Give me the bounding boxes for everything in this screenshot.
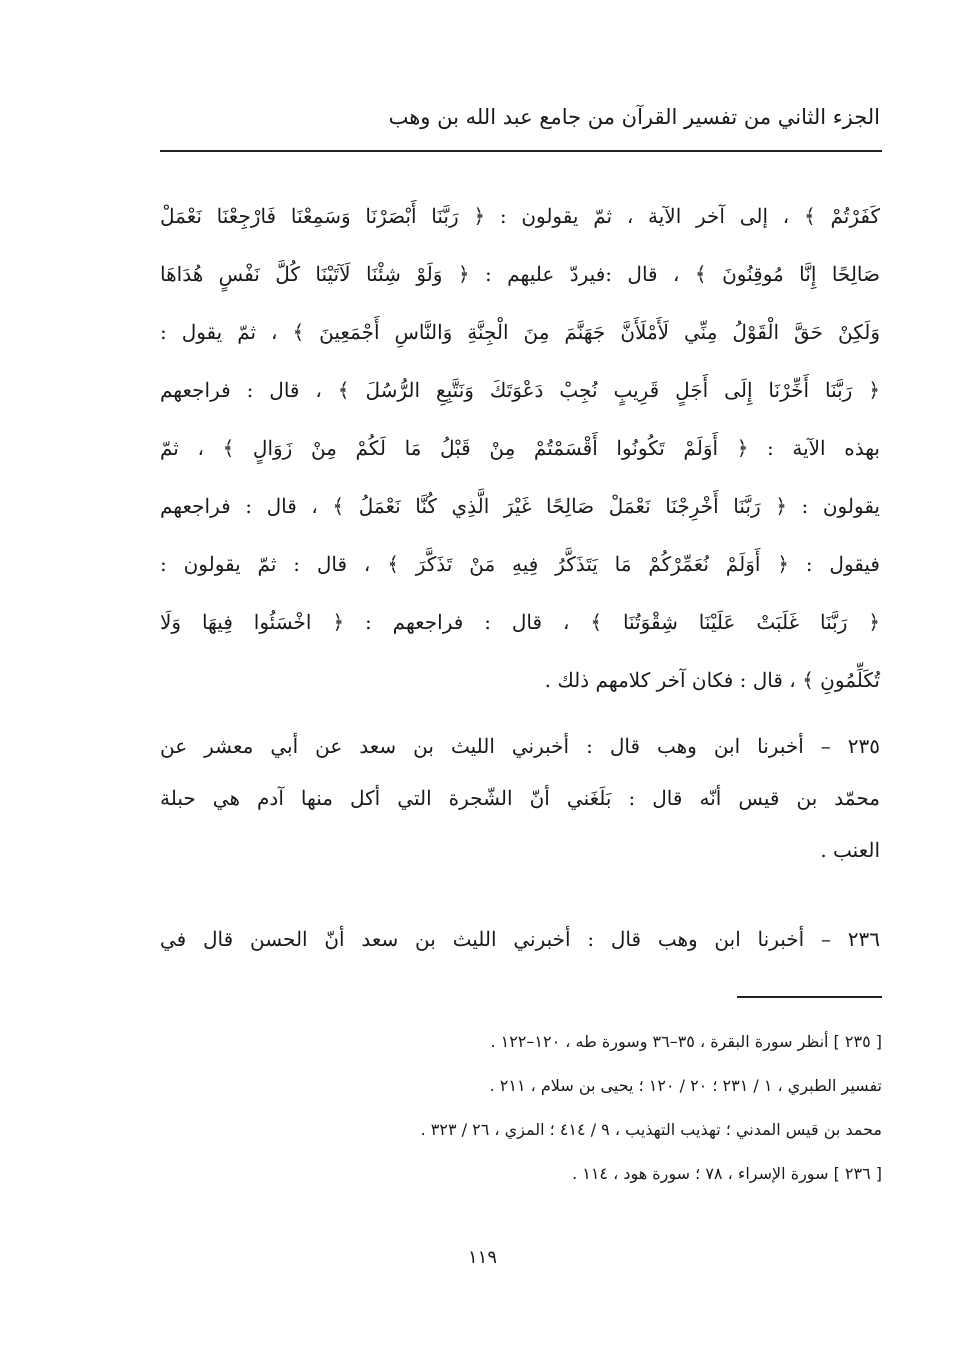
- footnote: تفسير الطبري ، ١ / ٢٣١ ؛ ٢٠ / ١٢٠ ؛ يحيى بن سلام ، ٢١١ .: [489, 1076, 882, 1095]
- text-line: العنب .: [820, 838, 880, 862]
- text-line: صَالِحًا إِنَّا مُوقِنُونَ ﴾ ، قال :فيردّ عليهم : ﴿ وَلَوْ شِئْنَا لَآتَيْنَا كُلَّ نَفْسٍ هُدَاهَا: [160, 262, 880, 286]
- page-number: ١١٩: [467, 1247, 497, 1268]
- text-line: تُكَلِّمُونِ ﴾ ، قال : فكان آخر كلامهم ذلك .: [544, 668, 880, 692]
- footnote: محمد بن قيس المدني ؛ تهذيب التهذيب ، ٩ / ٤١٤ ؛ المزي ، ٢٦ / ٣٢٣ .: [420, 1120, 882, 1139]
- header-rule: [160, 150, 882, 152]
- running-header: الجزء الثاني من تفسير القرآن من جامع عبد الله بن وهب: [388, 105, 880, 129]
- text-line: فيقول : ﴿ أَوَلَمْ نُعَمِّرْكُمْ مَا يَتَذَكَّرُ فِيهِ مَنْ تَذَكَّرَ ﴾ ، قال : ثمّ يقولون :: [160, 552, 880, 576]
- footnotes: [160, 1020, 882, 1196]
- footnote: [ ٢٣٦ ] سورة الإسراء ، ٧٨ ؛ سورة هود ، ١١٤ .: [572, 1164, 882, 1183]
- text-line: بهذه الآية : ﴿ أَوَلَمْ تَكُونُوا أَقْسَمْتُمْ مِنْ قَبْلُ مَا لَكُمْ مِنْ زَوَالٍ ﴾ ، ثمّ: [160, 436, 880, 460]
- paragraph-236: [160, 913, 880, 965]
- text-line: ٢٣٥ – أخبرنا ابن وهب قال : أخبرني الليث بن سعد عن أبي معشر عن: [160, 734, 880, 758]
- footnote: [ ٢٣٥ ] أنظر سورة البقرة ، ٣٥–٣٦ وسورة طه ، ١٢٠–١٢٢ .: [490, 1032, 882, 1051]
- text-line: يقولون : ﴿ رَبَّنَا أَخْرِجْنَا نَعْمَلْ صَالِحًا غَيْرَ الَّذِي كُنَّا نَعْمَلُ ﴾ ، قال : فراجعهم: [160, 494, 880, 518]
- main-text-block: [160, 187, 880, 709]
- text-line: ٢٣٦ – أخبرنا ابن وهب قال : أخبرني الليث بن سعد أنّ الحسن قال في: [160, 927, 880, 951]
- text-line: كَفَرْتُمْ ﴾ ، إلى آخر الآية ، ثمّ يقولون : ﴿ رَبَّنَا أَبْصَرْنَا وَسَمِعْنَا فَارْجِعْنَا نَعْمَلْ: [160, 204, 880, 228]
- text-line: ﴿ رَبَّنَا أَخِّرْنَا إِلَى أَجَلٍ قَرِيبٍ نُجِبْ دَعْوَتَكَ وَنَتَّبِعِ الرُّسُلَ ﴾ ، قال : فراجعهم: [160, 378, 880, 402]
- text-line: وَلَكِنْ حَقَّ الْقَوْلُ مِنِّي لَأَمْلَأَنَّ جَهَنَّمَ مِنَ الْجِنَّةِ وَالنَّاسِ أَجْمَعِينَ ﴾ ، ثمّ يقول :: [160, 320, 880, 344]
- paragraph-235: [160, 720, 880, 876]
- text-line: ﴿ رَبَّنَا غَلَبَتْ عَلَيْنَا شِقْوَتُنَا ﴾ ، قال : فراجعهم : ﴿ اخْسَئُوا فِيهَا وَلَا: [160, 610, 880, 634]
- text-line: محمّد بن قيس أنّه قال : بَلَغَني أنّ الشّجرة التي أكل منها آدم هي حبلة: [160, 786, 880, 810]
- footnote-rule: [737, 996, 882, 998]
